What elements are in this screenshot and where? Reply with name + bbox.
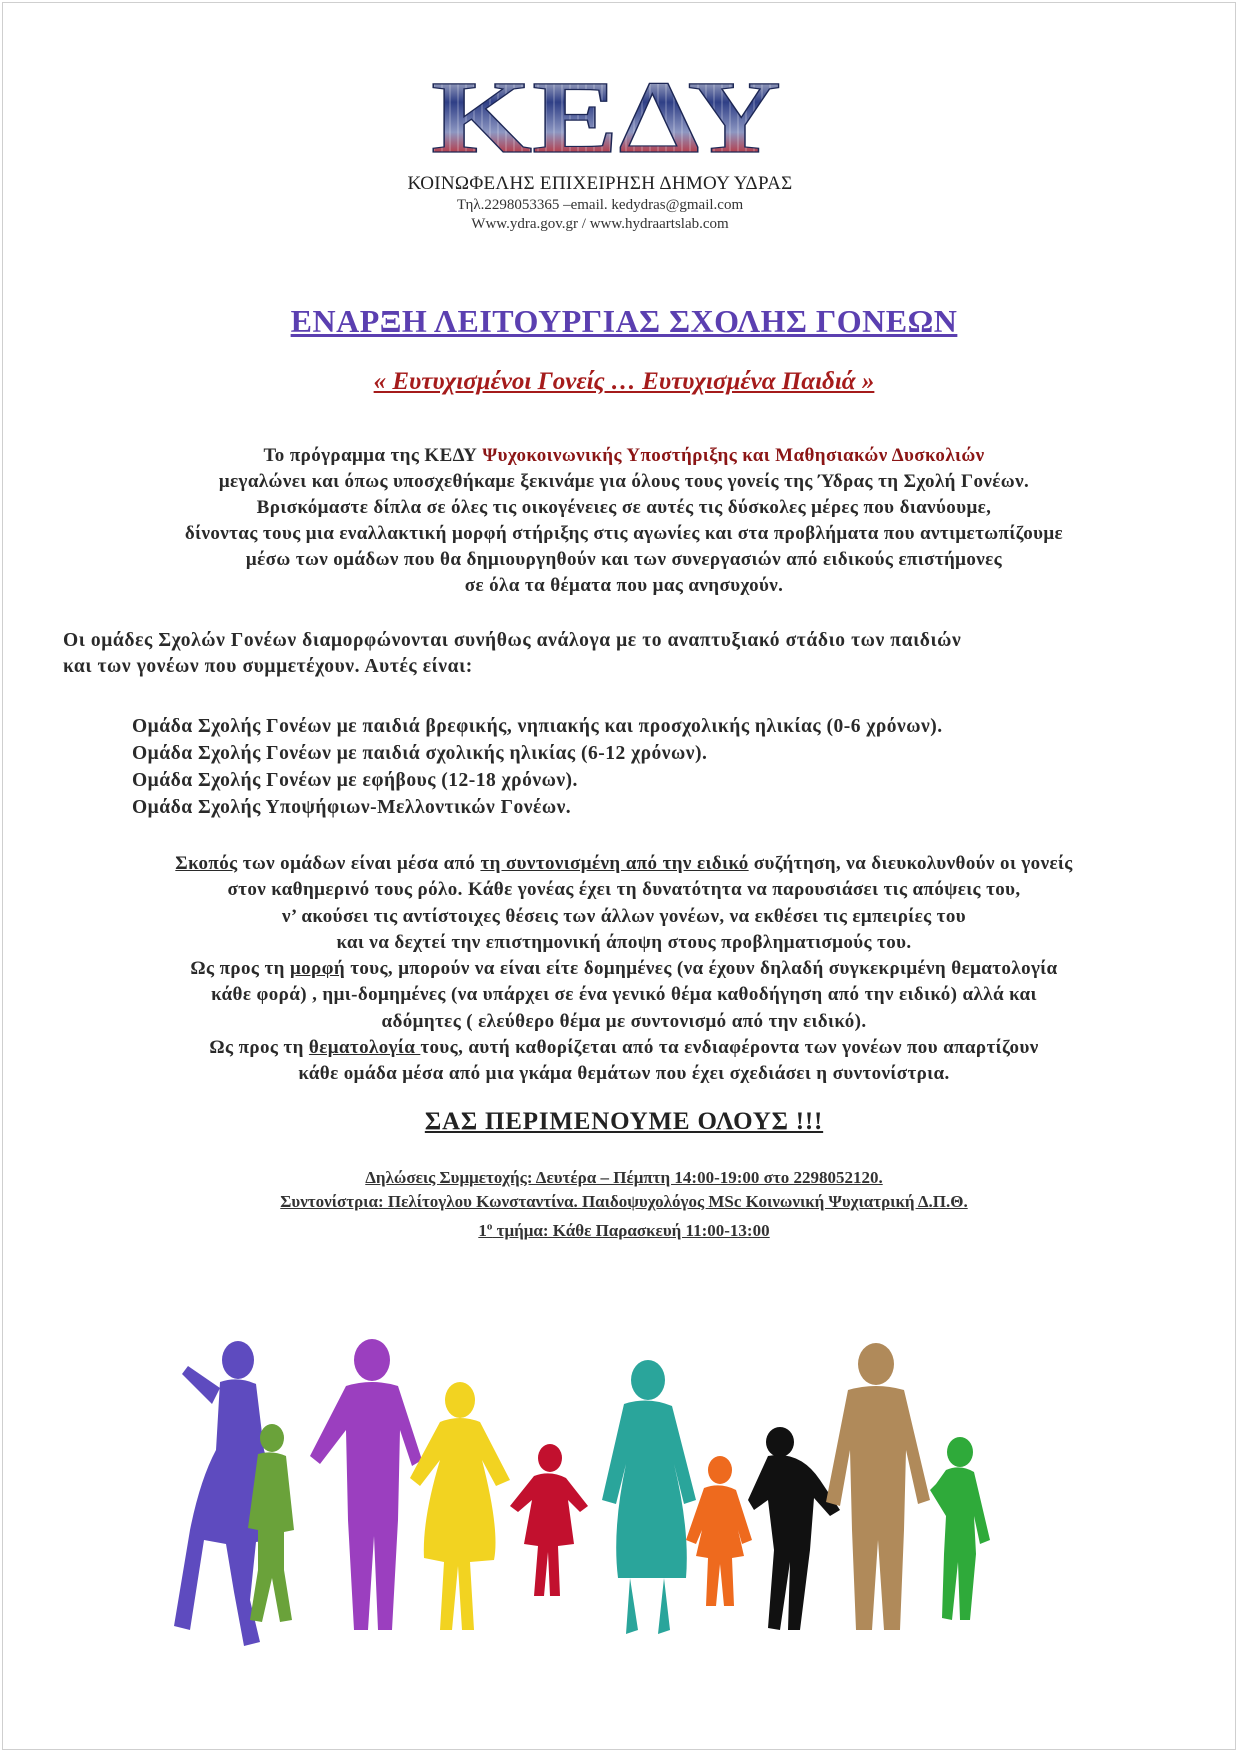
web-line: Www.ydra.gov.gr / www.hydraartslab.com	[471, 216, 729, 232]
intro-line: σε όλα τα θέματα που μας ανησυχούν.	[464, 575, 784, 596]
intro-line: δίνοντας τους μια εναλλακτική μορφή στήριξης στις αγωνίες και στα προβλήματα που αντιμετωπίζουμε	[184, 523, 1064, 544]
purpose-line: αδόμητες ( ελεύθερο θέμα με συντονισμό από την ειδικό).	[381, 1010, 867, 1032]
woman-silhouette-yellow	[410, 1382, 510, 1630]
intro-line-1: Το πρόγραμμα της ΚΕΔΥ Ψυχοκοινωνικής Υποστήριξης και Μαθησιακών Δυσκολιών	[263, 445, 985, 466]
intro-line: μέσω των ομάδων που θα δημιουργηθούν και των συνεργασιών από ειδικούς επιστήμονες	[245, 549, 1003, 570]
footer-info	[0, 1166, 1240, 1243]
contact-line: Τηλ.2298053365 –email. kedydras@gmail.com	[456, 197, 744, 213]
purpose-line: Σκοπός των ομάδων είναι μέσα από τη συντονισμένη από την ειδικό συζήτηση, να διευκολυνθούν οι γονείς	[175, 853, 1073, 874]
child-silhouette-green-right	[930, 1437, 990, 1620]
intro-line: Βρισκόμαστε δίπλα σε όλες τις οικογένειες σε αυτές τις δύσκολες μέρες που διανύουμε,	[256, 497, 992, 518]
list-item: Ομάδα Σχολής Υποψήφιων-Μελλοντικών Γονέων.	[132, 797, 572, 818]
logo-text: ΚΕΔΥ	[431, 72, 781, 158]
man-silhouette-purple	[310, 1339, 422, 1630]
purpose-line: Ως προς τη θεματολογία τους, αυτή καθορίζεται από τα ενδιαφέροντα των γονέων που απαρτίζουν	[209, 1037, 1039, 1059]
program-name: Ψυχοκοινωνικής Υποστήριξης και Μαθησιακών Δυσκολιών	[482, 445, 985, 466]
page-title: ΕΝΑΡΞΗ ΛΕΙΤΟΥΡΓΙΑΣ ΣΧΟΛΗΣ ΓΟΝΕΩΝ	[290, 303, 958, 339]
purpose-line: κάθε ομάδα μέσα από μια γκάμα θεμάτων που έχει σχεδιάσει η συντονίστρια.	[298, 1063, 950, 1085]
groups-intro-line: και των γονέων που συμμετέχουν. Αυτές είναι:	[63, 656, 473, 677]
coordinator-info: Συντονίστρια: Πελίτογλου Κωνσταντίνα. Παιδοψυχολόγος MSc Κοινωνική Ψυχιατρική Δ.Π.Θ.	[280, 1192, 968, 1211]
groups-intro	[63, 628, 1203, 680]
woman-silhouette-teal	[602, 1360, 696, 1634]
purpose-paragraph	[44, 851, 1204, 1088]
purpose-line: κάθε φορά) , ημι-δομημένες (να υπάρχει σε ένα γενικό θέμα καθοδήγηση από την ειδικό) αλλά και	[211, 984, 1037, 1006]
org-name: ΚΟΙΝΩΦΕΛΗΣ ΕΠΙΧΕΙΡΗΣΗ ΔΗΜΟΥ ΥΔΡΑΣ	[407, 173, 793, 194]
child-silhouette-red	[510, 1444, 588, 1596]
groups-intro-line: Οι ομάδες Σχολών Γονέων διαμορφώνονται συνήθως ανάλογα με το αναπτυξιακό στάδιο των παιδιών	[63, 630, 962, 651]
kedy-logo	[428, 72, 784, 158]
man-silhouette-tan	[826, 1343, 930, 1630]
section-schedule: $1^o$ τμήμα: Κάθε Παρασκευή 11:00-13:00	[478, 1220, 770, 1240]
purpose-line: ν’ ακούσει τις αντίστοιχες θέσεις των άλλων γονέων, να εκθέσει τις εμπειρίες του	[282, 905, 966, 927]
intro-line: μεγαλώνει και όπως υποσχεθήκαμε ξεκινάμε για όλους τους γονείς της Ύδρας τη Σχολή Γονέων.	[218, 471, 1030, 492]
call-to-action: ΣΑΣ ΠΕΡΙΜΕΝΟΥΜΕ ΟΛΟΥΣ !!!	[424, 1108, 824, 1135]
list-item: Ομάδα Σχολής Γονέων με παιδιά σχολικής ηλικίας (6-12 χρόνων).	[132, 743, 708, 764]
purpose-line: και να δεχτεί την επιστημονική άποψη στους προβληματισμούς του.	[336, 931, 912, 953]
purpose-line: στον καθημερινό τους ρόλο. Κάθε γονέας έχει τη δυνατότητα να παρουσιάσει τις απόψεις του,	[227, 879, 1021, 901]
child-silhouette-orange	[686, 1456, 752, 1606]
list-item: Ομάδα Σχολής Γονέων με παιδιά βρεφικής, νηπιακής και προσχολικής ηλικίας (0-6 χρόνων).	[132, 716, 943, 737]
page-subtitle: « Ευτυχισμένοι Γονείς … Ευτυχισμένα Παιδιά »	[373, 368, 875, 395]
group-list	[132, 713, 1192, 821]
registration-info: Δηλώσεις Συμμετοχής: Δευτέρα – Πέμπτη 14:00-19:00 στο 2298052120.	[365, 1168, 883, 1187]
purpose-line: Ως προς τη μορφή τους, μπορούν να είναι είτε δομημένες (να έχουν δηλαδή συγκεκριμένη θεματολογία	[190, 958, 1058, 980]
family-silhouettes-illustration	[160, 1330, 1100, 1670]
list-item: Ομάδα Σχολής Γονέων με εφήβους (12-18 χρόνων).	[132, 770, 578, 791]
org-header	[0, 172, 1200, 234]
child-silhouette-black	[748, 1427, 840, 1630]
intro-paragraph	[40, 443, 1208, 599]
